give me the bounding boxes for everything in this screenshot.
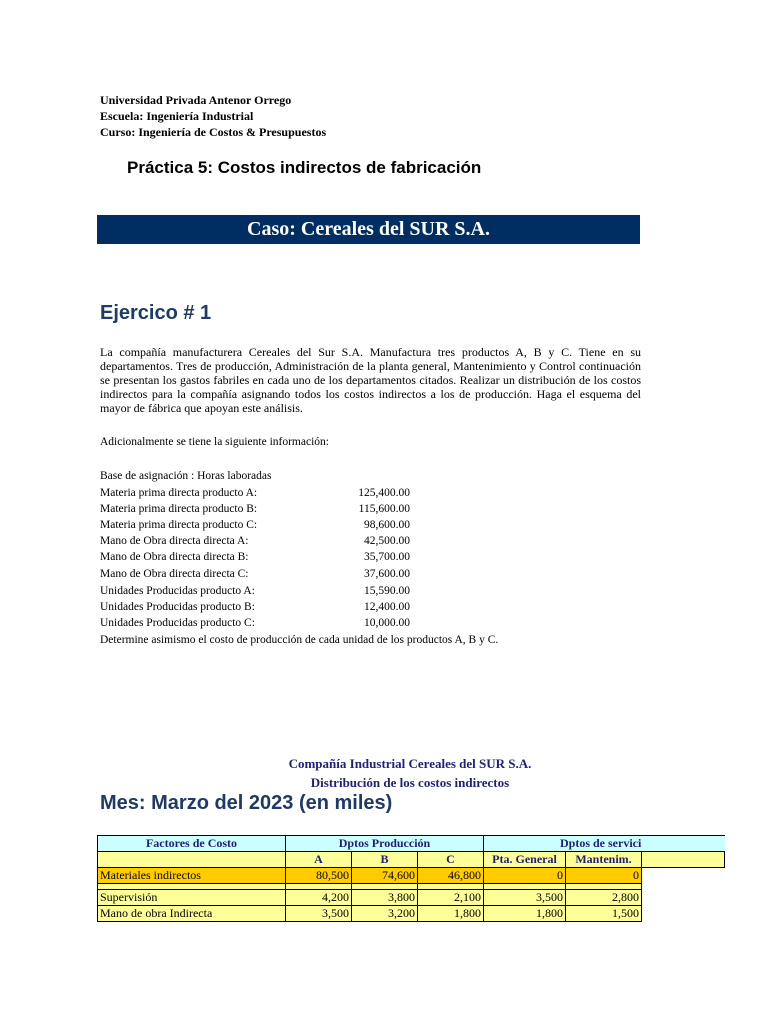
data-row bbox=[100, 566, 410, 582]
cell-value: 46,800 bbox=[418, 868, 484, 884]
cell-value: 2,100 bbox=[418, 890, 484, 906]
column-header-a: A bbox=[286, 852, 352, 868]
course-name: Curso: Ingeniería de Costos & Presupuestos bbox=[100, 125, 327, 139]
additional-info-text: Adicionalmente se tiene la siguiente información: bbox=[100, 436, 329, 448]
data-row-label: Materia prima directa producto B: bbox=[100, 503, 258, 515]
column-header-maintenance: Mantenim. bbox=[566, 852, 642, 868]
data-row-label: Materia prima directa producto A: bbox=[100, 487, 258, 499]
table-subheader-row bbox=[98, 852, 725, 868]
cost-distribution-table bbox=[97, 835, 725, 922]
empty-cell bbox=[642, 868, 725, 884]
cell-value: 2,800 bbox=[566, 890, 642, 906]
row-label: Materiales indirectos bbox=[98, 868, 286, 884]
data-row-label: Mano de Obra directa directa C: bbox=[100, 568, 249, 580]
column-header-c: C bbox=[418, 852, 484, 868]
cell-value: 1,800 bbox=[418, 906, 484, 922]
data-row bbox=[100, 501, 410, 517]
data-row-label: Mano de Obra directa directa B: bbox=[100, 551, 249, 563]
service-header: Dptos de servici bbox=[484, 836, 725, 852]
data-row-value: 98,600.00 bbox=[364, 519, 410, 531]
school-name: Escuela: Ingeniería Industrial bbox=[100, 109, 254, 123]
data-row-value: 15,590.00 bbox=[364, 585, 410, 597]
data-row bbox=[100, 533, 410, 549]
cell-value: 1,800 bbox=[484, 906, 566, 922]
empty-cell bbox=[642, 906, 725, 922]
distribution-title: Distribución de los costos indirectos bbox=[310, 775, 510, 790]
cell-value: 74,600 bbox=[352, 868, 418, 884]
table-row bbox=[98, 906, 725, 922]
data-row-value: 125,400.00 bbox=[358, 487, 410, 499]
cell-value: 3,200 bbox=[352, 906, 418, 922]
data-row-value: 10,000.00 bbox=[364, 617, 410, 629]
cell-value: 3,800 bbox=[352, 890, 418, 906]
column-header-b: B bbox=[352, 852, 418, 868]
university-name: Universidad Privada Antenor Orrego bbox=[100, 93, 292, 107]
table-row bbox=[98, 868, 725, 884]
data-row-value: 37,600.00 bbox=[364, 568, 410, 580]
assignment-base-label: Base de asignación : Horas laboradas bbox=[100, 470, 272, 482]
cell-value: 3,500 bbox=[286, 906, 352, 922]
factor-header: Factores de Costo bbox=[98, 836, 286, 852]
table-header-row bbox=[98, 836, 725, 852]
data-row-value: 35,700.00 bbox=[364, 551, 410, 563]
intro-paragraph: La compañía manufacturera Cereales del Sur S.A. Manufactura tres productos A, B y C. Tiene en su departamentos. Tres de producción, Administración de la planta general, Mantenimiento y Control continuación se presentan los gastos fabriles en cada uno de los departamentos citados. Realizar un distribución de los costos indirectos para la compañía asignando todos los costos indirectos a los de producción. Haga el esquema del mayor de fábrica que apoyan este análisis. bbox=[100, 345, 641, 415]
data-row bbox=[100, 599, 410, 615]
data-row bbox=[100, 549, 410, 565]
data-row bbox=[100, 583, 410, 599]
data-row-label: Materia prima directa producto C: bbox=[100, 519, 258, 531]
data-row-label: Unidades Producidas producto A: bbox=[100, 585, 255, 597]
data-row-value: 12,400.00 bbox=[364, 601, 410, 613]
data-row-label: Unidades Producidas producto C: bbox=[100, 617, 255, 629]
cell-value: 0 bbox=[566, 868, 642, 884]
row-label: Supervisión bbox=[98, 890, 286, 906]
cell-value: 80,500 bbox=[286, 868, 352, 884]
practice-title: Práctica 5: Costos indirectos de fabricación bbox=[127, 158, 482, 177]
company-title: Compañía Industrial Cereales del SUR S.A. bbox=[288, 756, 532, 771]
data-row-label: Unidades Producidas producto B: bbox=[100, 601, 255, 613]
data-row bbox=[100, 517, 410, 533]
column-header-extension bbox=[642, 852, 725, 868]
row-label: Mano de obra Indirecta bbox=[98, 906, 286, 922]
case-banner: Caso: Cereales del SUR S.A. bbox=[97, 215, 640, 244]
data-row-value: 115,600.00 bbox=[358, 503, 410, 515]
data-row bbox=[100, 485, 410, 501]
determine-instruction: Determine asimismo el costo de producción de cada unidad de los productos A, B y C. bbox=[100, 634, 499, 646]
table-row bbox=[98, 890, 725, 906]
data-row-label: Mano de Obra directa directa A: bbox=[100, 535, 249, 547]
cell-value: 0 bbox=[484, 868, 566, 884]
cell-value: 1,500 bbox=[566, 906, 642, 922]
month-title: Mes: Marzo del 2023 (en miles) bbox=[100, 792, 393, 814]
cell-value: 4,200 bbox=[286, 890, 352, 906]
production-header: Dptos Producción bbox=[286, 836, 484, 852]
cell-value: 3,500 bbox=[484, 890, 566, 906]
column-header-general-plant: Pta. General bbox=[484, 852, 566, 868]
data-row bbox=[100, 615, 410, 631]
data-row-value: 42,500.00 bbox=[364, 535, 410, 547]
exercise-title: Ejercico # 1 bbox=[100, 302, 212, 324]
subheader-blank bbox=[98, 852, 286, 868]
empty-cell bbox=[642, 890, 725, 906]
